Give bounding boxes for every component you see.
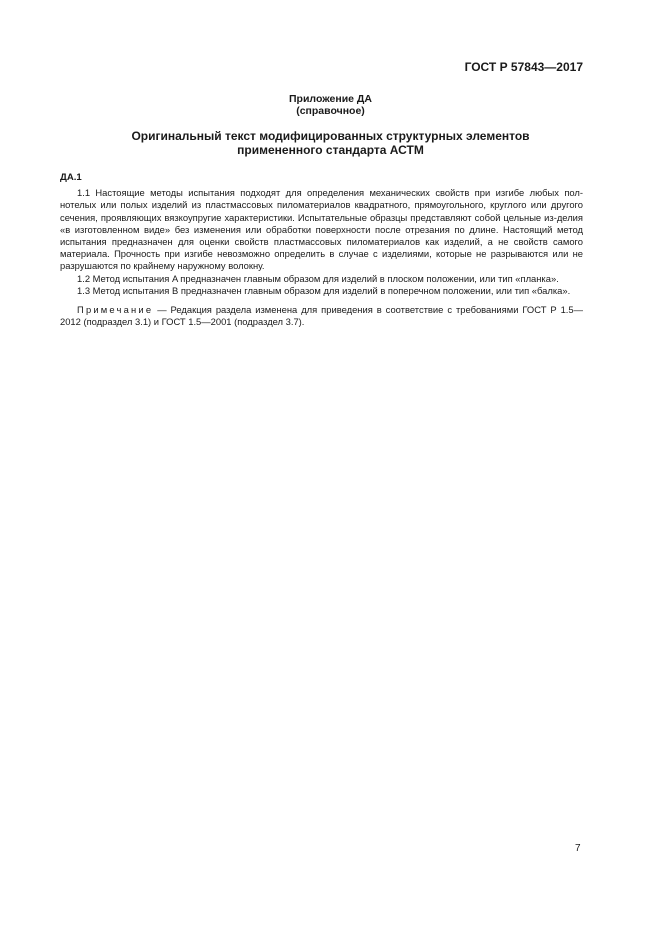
annex-heading [0, 129, 661, 157]
section-label: ДА.1 [60, 172, 82, 183]
annex-title: Приложение ДА [289, 93, 372, 105]
paragraph-1-1: 1.1 Настоящие методы испытания подходят для определения механических свойств при изгибе любых пол-нотелых или полых изделий из пластмассовых пиломатериалов квадратного, прямоугольного, круглого или другого сечения, проявляющих вязкоупругие характеристики. Испытательные образцы представляют собой цельные из-делия «в изготовленном виде» без изменения или обработки поверхности после отрезания по длине. Настоящий метод испытания предназначен для оценки свойств пластмассовых пиломатериалов как изделий, а не свойств самого материала. Прочность при изгибе невозможно определить в случае с изделиями, которые не разрываются или не разрушаются по крайнему наружному волокну. [60, 187, 583, 272]
note-label: Примечание [77, 304, 154, 316]
note-text: — Редакция раздела изменена для приведения в соответствие с требованиями ГОСТ Р 1.5—2012 (подраздел 3.1) и ГОСТ 1.5—2001 (подраздел 3.7). [60, 304, 583, 328]
page-number: 7 [575, 843, 581, 854]
paragraph-1-2: 1.2 Метод испытания A предназначен главным образом для изделий в плоском положении, или тип «планка». [77, 272, 559, 284]
annex-heading-line2: примененного стандарта АСТМ [237, 143, 424, 157]
paragraph-1-3: 1.3 Метод испытания B предназначен главным образом для изделий в поперечном положении, или тип «балка». [77, 284, 571, 296]
annex-heading-line1: Оригинальный текст модифицированных структурных элементов [131, 129, 530, 143]
note [60, 304, 583, 328]
annex-status: (справочное) [296, 105, 365, 117]
standard-code: ГОСТ Р 57843—2017 [464, 60, 583, 74]
section-body [60, 172, 583, 328]
